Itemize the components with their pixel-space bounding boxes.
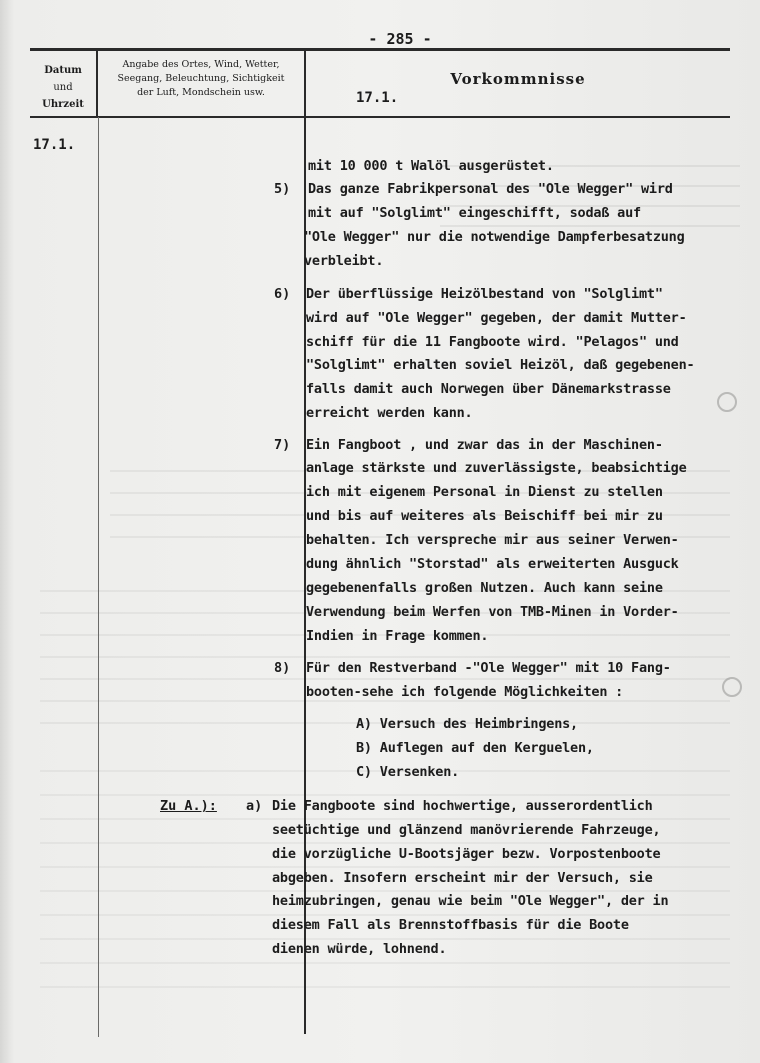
text-line: C) Versenken. <box>356 764 460 780</box>
text-line: Das ganze Fabrikpersonal des "Ole Wegger" wird <box>308 181 673 197</box>
section-label: Zu A.): <box>160 798 217 814</box>
punch-hole-mark <box>717 392 737 412</box>
item-number: 6) <box>274 286 291 302</box>
text-line: heimzubringen, genau wie beim "Ole Wegger", der in <box>272 893 669 909</box>
text-line: booten-sehe ich folgende Möglichkeiten : <box>306 684 624 700</box>
item-number: 8) <box>274 660 291 676</box>
text-line: ich mit eigenem Personal in Dienst zu stellen <box>306 484 663 500</box>
text-line: seetüchtige und glänzend manövrierende Fahrzeuge, <box>272 822 661 838</box>
header-datum-line1: Datum <box>44 65 82 76</box>
header-angabe-line2: Seegang, Beleuchtung, Sichtigkeit <box>117 73 285 84</box>
sub-label: a) <box>246 798 263 814</box>
page-number: - 285 - <box>368 30 432 48</box>
text-line: gegebenenfalls großen Nutzen. Auch kann seine <box>306 580 663 596</box>
text-line: Indien in Frage kommen. <box>306 628 489 644</box>
header-angabe <box>98 58 304 100</box>
text-line: dung ähnlich "Storstad" als erweiterten Ausguck <box>306 556 679 572</box>
text-line: wird auf "Ole Wegger" gegeben, der damit Mutter- <box>306 310 687 326</box>
header-datum <box>30 62 96 113</box>
item-number: 7) <box>274 437 291 453</box>
text-line: falls damit auch Norwegen über Dänemarkstrasse <box>306 381 671 397</box>
table-top-rule <box>30 48 730 51</box>
text-line: A) Versuch des Heimbringens, <box>356 716 578 732</box>
table-header-rule <box>30 116 730 118</box>
text-line: schiff für die 11 Fangboote wird. "Pelagos" und <box>306 334 679 350</box>
text-line: und bis auf weiteres als Beischiff bei mir zu <box>306 508 663 524</box>
header-vorkommnisse: Vorkommnisse <box>450 70 586 88</box>
text-line: abgeben. Insofern erscheint mir der Versuch, sie <box>272 870 653 886</box>
text-line: dienen würde, lohnend. <box>272 941 447 957</box>
header-datum-line3: Uhrzeit <box>42 99 84 110</box>
text-line: "Ole Wegger" nur die notwendige Dampferbesatzung <box>304 229 685 245</box>
header-angabe-line3: der Luft, Mondschein usw. <box>137 87 265 98</box>
text-line: Ein Fangboot , und zwar das in der Maschinen- <box>306 437 663 453</box>
text-line: B) Auflegen auf den Kerguelen, <box>356 740 594 756</box>
text-line: erreicht werden kann. <box>306 405 473 421</box>
bleed-through-text <box>110 470 730 540</box>
punch-hole-mark <box>722 677 742 697</box>
text-line: die vorzügliche U-Bootsjäger bezw. Vorpostenboote <box>272 846 661 862</box>
text-line: mit 10 000 t Walöl ausgerüstet. <box>308 158 554 174</box>
header-datum-line2: und <box>53 82 73 93</box>
column-divider <box>98 117 99 1037</box>
text-line: anlage stärkste und zuverlässigste, beabsichtige <box>306 460 687 476</box>
header-angabe-line1: Angabe des Ortes, Wind, Wetter, <box>122 59 280 70</box>
text-line: diesem Fall als Brennstoffbasis für die Boote <box>272 917 629 933</box>
text-line: "Solglimt" erhalten soviel Heizöl, daß gegebenen- <box>306 357 695 373</box>
text-line: mit auf "Solglimt" eingeschifft, sodaß auf <box>308 205 641 221</box>
text-line: Verwendung beim Werfen von TMB-Minen in Vorder- <box>306 604 679 620</box>
item-number: 5) <box>274 181 291 197</box>
text-line: Die Fangboote sind hochwertige, ausserordentlich <box>272 798 653 814</box>
text-line: verbleibt. <box>304 253 384 269</box>
text-line: behalten. Ich verspreche mir aus seiner Verwen- <box>306 532 679 548</box>
text-line: Für den Restverband -"Ole Wegger" mit 10 Fang- <box>306 660 671 676</box>
text-line: Der überflüssige Heizölbestand von "Solglimt" <box>306 286 663 302</box>
entry-date: 17.1. <box>33 137 76 153</box>
header-date: 17.1. <box>356 90 399 106</box>
